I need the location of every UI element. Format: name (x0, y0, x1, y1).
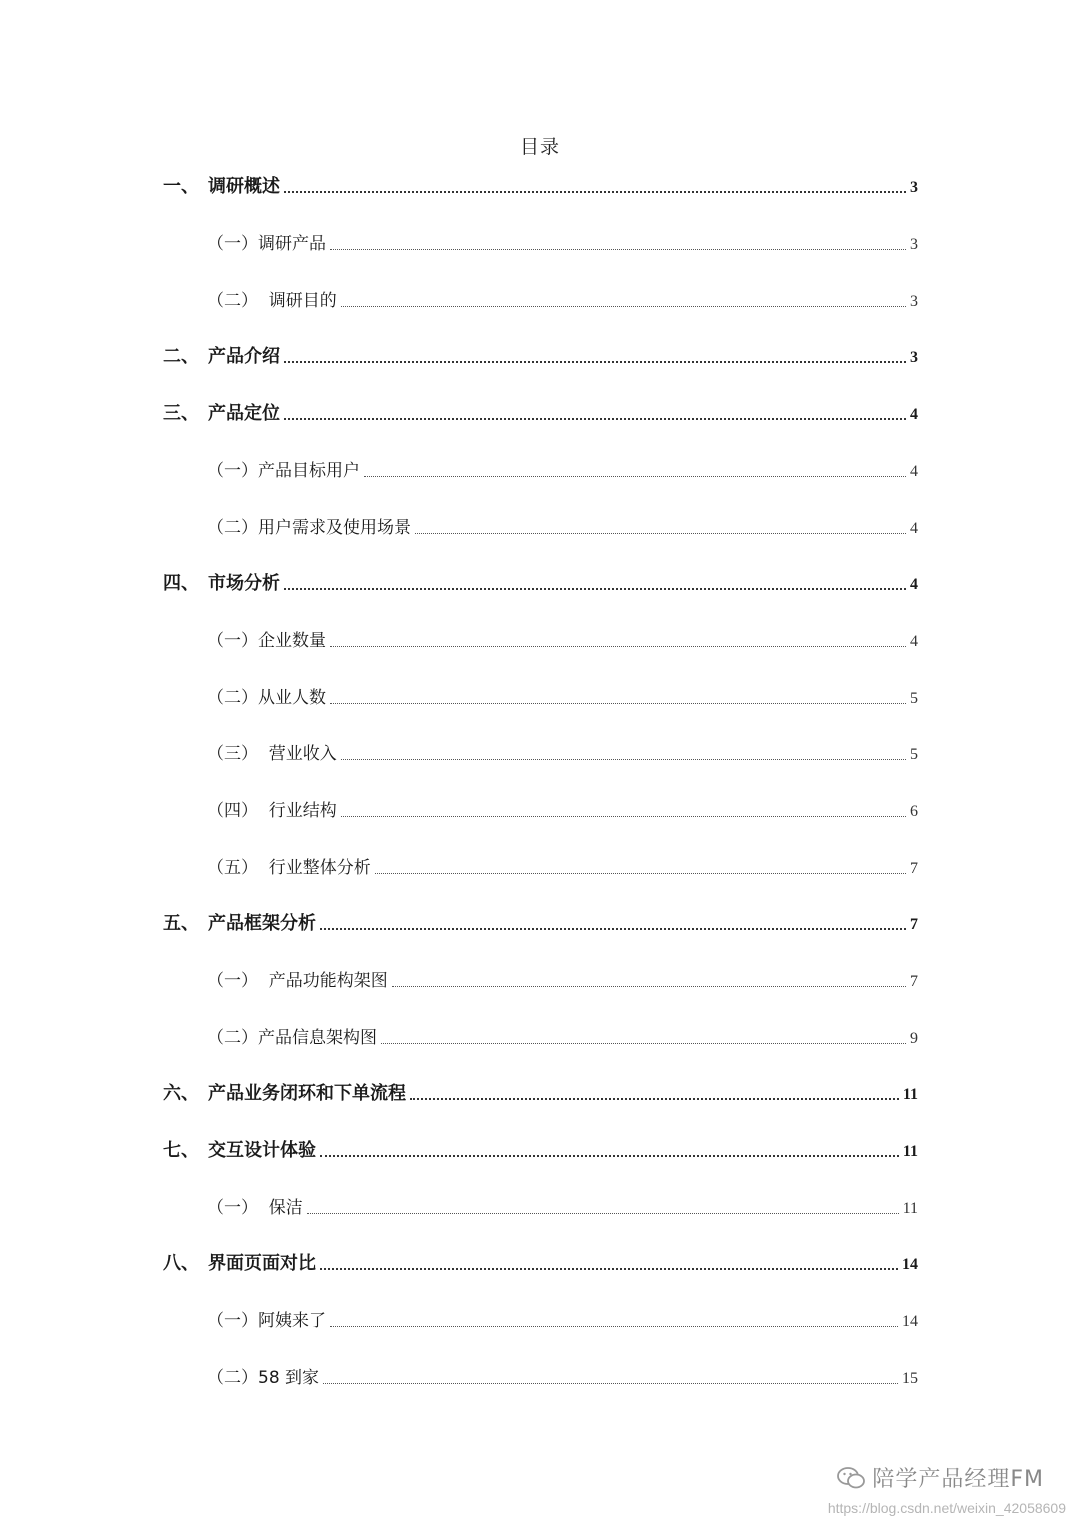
toc-entry-title: （一） 产品功能构架图 (207, 971, 388, 991)
toc-entry[interactable] (207, 288, 918, 314)
dot-leader (330, 702, 906, 704)
toc-entry-page: 7 (910, 860, 918, 877)
toc-entry-page: 11 (902, 1143, 918, 1160)
dot-leader (341, 815, 906, 817)
toc-entry-title: 产品框架分析 (208, 913, 316, 934)
toc-entry-number: 五、 (163, 913, 199, 934)
toc-entry-number: 二、 (163, 346, 199, 367)
dot-leader (307, 1212, 899, 1214)
page-title: 目录 (519, 136, 560, 158)
dot-leader (415, 532, 906, 534)
toc-entry-page: 5 (910, 690, 918, 707)
dot-leader (381, 1042, 906, 1044)
toc-entry-title: 调研概述 (208, 176, 280, 197)
toc-entry-number: 七、 (163, 1140, 199, 1161)
toc-entry[interactable] (207, 798, 918, 824)
toc-entry[interactable] (163, 1081, 918, 1107)
toc-entry-title: 产品业务闭环和下单流程 (208, 1083, 406, 1104)
dot-leader (341, 305, 906, 307)
toc-entry[interactable] (207, 515, 918, 541)
toc-entry-number: 三、 (163, 403, 199, 424)
toc-entry-title: （四） 行业结构 (207, 801, 337, 821)
toc-entry[interactable] (163, 174, 918, 200)
toc-entry[interactable] (207, 685, 918, 711)
toc-entry-number: 八、 (163, 1253, 199, 1274)
dot-leader (341, 758, 906, 760)
toc-entry[interactable] (207, 1308, 918, 1334)
dot-leader (410, 1097, 899, 1100)
toc-entry-title: （一）企业数量 (207, 631, 326, 651)
watermark-label: 陪学产品经理FM (872, 1467, 1044, 1492)
toc-entry-page: 4 (910, 520, 918, 537)
toc-entry-title: 交互设计体验 (208, 1140, 316, 1161)
dot-leader (364, 475, 906, 477)
dot-leader (323, 1382, 898, 1384)
toc-entry[interactable] (163, 571, 918, 597)
toc-entry[interactable] (207, 628, 918, 654)
toc-entry-title: （一）阿姨来了 (207, 1311, 326, 1331)
toc-entry-title: （五） 行业整体分析 (207, 858, 371, 878)
toc-entry-page: 11 (902, 1200, 918, 1217)
toc-entry-title: （二）产品信息架构图 (207, 1028, 377, 1048)
toc-entry-page: 3 (910, 236, 918, 253)
toc-entry-page: 14 (902, 1313, 918, 1330)
toc-entry-page: 9 (910, 1030, 918, 1047)
watermark (836, 1462, 1044, 1493)
dot-leader (392, 985, 906, 987)
toc-entry[interactable] (207, 1365, 918, 1391)
toc-entry-title: 市场分析 (208, 573, 280, 594)
toc-entry-number: 一、 (163, 176, 199, 197)
toc-entry-title: （二）从业人数 (207, 688, 326, 708)
toc-entry[interactable] (207, 968, 918, 994)
dot-leader (320, 927, 906, 930)
toc-entry[interactable] (207, 1195, 918, 1221)
toc-entry-page: 3 (910, 293, 918, 310)
dot-leader (284, 360, 906, 363)
toc-entry-page: 4 (910, 463, 918, 480)
dot-leader (284, 417, 906, 420)
dot-leader (330, 248, 906, 250)
toc-entry[interactable] (207, 741, 918, 767)
toc-entry-title: 产品介绍 (208, 346, 280, 367)
toc-entry-title: 界面页面对比 (208, 1253, 316, 1274)
toc-entry-page: 14 (902, 1256, 918, 1273)
toc-entry[interactable] (207, 1025, 918, 1051)
toc-entry-page: 5 (910, 746, 918, 763)
dot-leader (284, 587, 906, 590)
toc-entry-page: 7 (910, 973, 918, 990)
wechat-icon (836, 1465, 866, 1491)
toc-entry-page: 4 (910, 633, 918, 650)
toc-entry[interactable] (163, 911, 918, 937)
toc-entry-number: 四、 (163, 573, 199, 594)
toc-entry[interactable] (163, 401, 918, 427)
dot-leader (330, 1325, 898, 1327)
toc-entry-title: 产品定位 (208, 403, 280, 424)
toc-entry-page: 7 (910, 916, 918, 933)
toc-entry[interactable] (163, 1251, 918, 1277)
toc-entry-page: 4 (910, 576, 918, 593)
toc-entry[interactable] (207, 231, 918, 257)
toc-entry-title: （三） 营业收入 (207, 744, 337, 764)
toc-entry-page: 4 (910, 406, 918, 423)
toc-entry[interactable] (207, 855, 918, 881)
dot-leader (320, 1267, 898, 1270)
toc-entry-title: （一）调研产品 (207, 234, 326, 254)
dot-leader (284, 190, 906, 193)
watermark-url: https://blog.csdn.net/weixin_42058609 (827, 1500, 1066, 1516)
toc-entry-page: 3 (910, 179, 918, 196)
dot-leader (330, 645, 906, 647)
toc-entry[interactable] (207, 458, 918, 484)
toc-entry-title: （二） 调研目的 (207, 291, 337, 311)
toc-entry-page: 6 (910, 803, 918, 820)
toc-entry-title: （二）58 到家 (207, 1368, 320, 1388)
dot-leader (320, 1154, 899, 1157)
toc-entry[interactable] (163, 344, 918, 370)
toc-entry-title: （一）产品目标用户 (207, 461, 360, 481)
toc-entry-page: 15 (902, 1370, 918, 1387)
toc-entry-page: 11 (902, 1086, 918, 1103)
toc-entry[interactable] (163, 1138, 918, 1164)
toc-entry-title: （二）用户需求及使用场景 (207, 518, 411, 538)
toc-entry-page: 3 (910, 349, 918, 366)
toc-entry-number: 六、 (163, 1083, 199, 1104)
dot-leader (375, 872, 906, 874)
toc-entry-title: （一） 保洁 (207, 1198, 303, 1218)
